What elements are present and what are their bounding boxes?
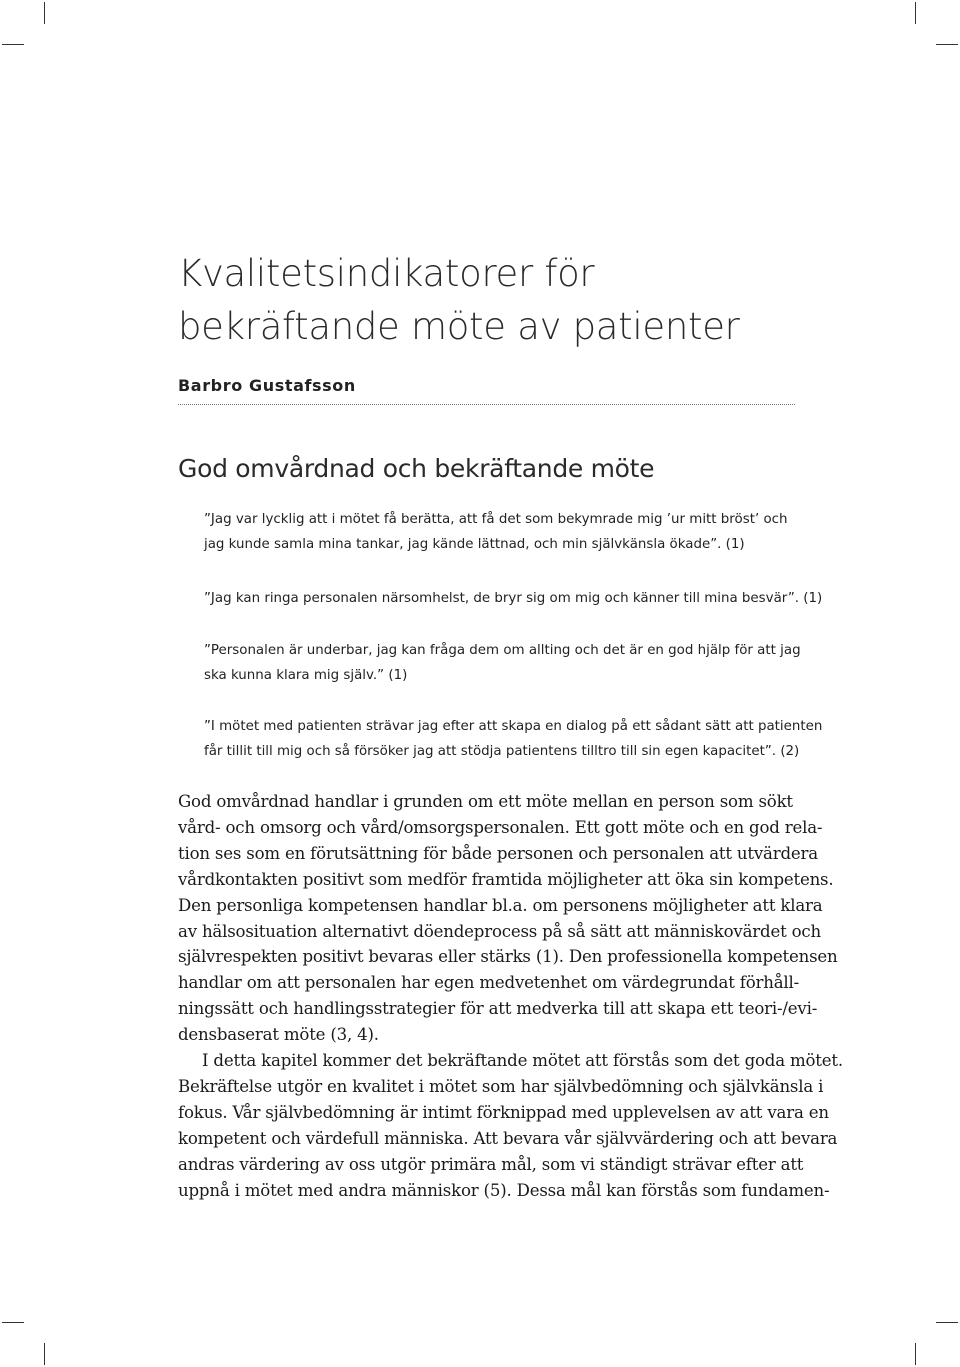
quote-line: jag kunde samla mina tankar, jag kände lättnad, och min självkänsla ökade”. (1) [204,537,745,552]
quote-line: ”Jag kan ringa personalen närsomhelst, de bryr sig om mig och känner till mina besvär”. (1) [204,591,823,606]
crop-mark-top-right-horizontal [936,44,958,45]
crop-mark-top-left-vertical [44,2,45,24]
paragraph-line: kompetent och värdefull människa. Att bevara vår självvärdering och att bevara [178,1128,838,1148]
chapter-title-line: Kvalitetsindikatorer för [178,252,595,295]
quote-line: får tillit till mig och så försöker jag att stödja patientens tilltro till sin egen kapacitet”. (2) [204,744,800,759]
paragraph-line: ningssätt och handlingsstrategier för att medverka till att skapa ett teori-/evi- [178,999,818,1019]
section-heading: God omvårdnad och bekräftande möte [178,454,655,483]
paragraph-line: fokus. Vår självbedömning är intimt förknippad med upplevelsen av att vara en [178,1102,829,1122]
paragraph-line: vårdkontakten positivt som medför framtida möjligheter att öka sin kompetens. [178,869,834,889]
paragraph-line: handlar om att personalen har egen medvetenhet om värdegrundat förhåll- [178,973,800,993]
paragraph-line: tion ses som en förutsättning för både personen och personalen att utvärdera [178,843,818,863]
paragraph-line: av hälsosituation alternativt döendeprocess på så sätt att människovärdet och [178,921,821,941]
crop-mark-bottom-right-horizontal [936,1322,958,1323]
chapter-title-line: bekräftande möte av patienter [178,305,740,348]
quote-line: ”I mötet med patienten strävar jag efter att skapa en dialog på ett sådant sätt att patienten [204,719,823,734]
paragraph-line: God omvårdnad handlar i grunden om ett möte mellan en person som sökt [178,792,793,811]
paragraph-line: vård- och omsorg och vård/omsorgspersonalen. Ett gott möte och en god rela- [178,817,823,837]
author-name: Barbro Gustafsson [178,376,356,395]
crop-mark-bottom-left-horizontal [2,1322,24,1323]
quote-line: ”Jag var lycklig att i mötet få berätta, att få det som bekymrade mig ’ur mitt bröst’ och [204,512,788,527]
quote-2 [204,586,823,611]
paragraph-line: Den personliga kompetensen handlar bl.a. om personens möjligheter att klara [178,895,823,915]
paragraph-2 [178,1048,843,1203]
paragraph-line: andras värdering av oss utgör primära mål, som vi ständigt strävar efter att [178,1154,804,1174]
paragraph-line: densbaserat möte (3, 4). [178,1025,379,1045]
quote-3 [204,638,804,688]
paragraph-1 [178,789,838,1048]
quote-1 [204,507,804,557]
quote-line: ska kunna klara mig själv.” (1) [204,668,408,683]
author-divider [178,404,795,405]
paragraph-line: Bekräftelse utgör en kvalitet i mötet som har självbedömning och självkänsla i [178,1076,824,1096]
crop-mark-top-right-vertical [915,2,916,24]
body-text [178,789,843,1204]
crop-mark-top-left-horizontal [2,44,24,45]
quote-line: ”Personalen är underbar, jag kan fråga dem om allting och det är en god hjälp för att jag [204,643,801,658]
crop-mark-bottom-left-vertical [44,1343,45,1365]
paragraph-line: självrespekten positivt bevaras eller stärks (1). Den professionella kompetensen [178,947,838,967]
paragraph-line: I detta kapitel kommer det bekräftande mötet att förstås som det goda mötet. [202,1051,843,1071]
paragraph-line: uppnå i mötet med andra människor (5). Dessa mål kan förstås som fundamen- [178,1180,830,1200]
chapter-title [178,247,818,353]
crop-mark-bottom-right-vertical [915,1343,916,1365]
quote-4 [204,714,823,764]
